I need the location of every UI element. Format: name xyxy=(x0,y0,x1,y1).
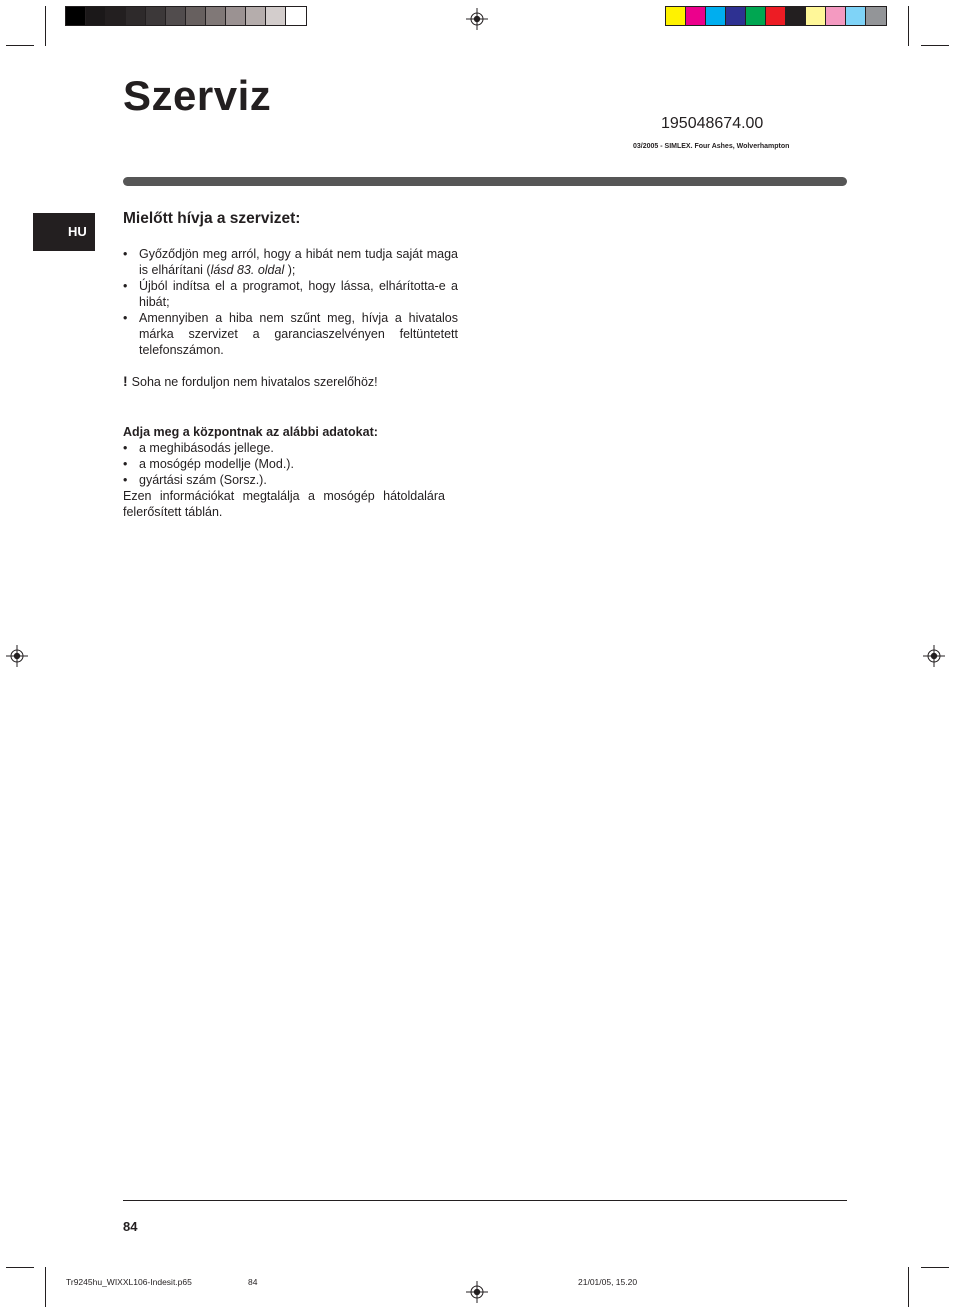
list-item: • Újból indítsa el a programot, hogy lássa, elhárította-e a hibát; xyxy=(123,278,458,310)
page-title: Szerviz xyxy=(123,72,272,119)
crop-mark-top-right-h xyxy=(921,45,949,46)
list-item: • Amennyiben a hiba nem szűnt meg, hívja a hivatalos márka szervizet a garanciaszelvényen feltüntetett telefonszámon. xyxy=(123,310,458,358)
registration-mark-icon xyxy=(466,8,488,30)
list-item: • gyártási szám (Sorsz.). xyxy=(123,472,458,488)
color-swatch xyxy=(86,7,106,25)
color-swatch xyxy=(166,7,186,25)
color-swatch xyxy=(746,7,766,25)
color-swatch xyxy=(66,7,86,25)
color-swatch xyxy=(686,7,706,25)
color-swatch xyxy=(226,7,246,25)
color-swatch xyxy=(186,7,206,25)
subsection-title: Adja meg a központnak az alábbi adatokat: xyxy=(123,425,378,439)
color-swatch xyxy=(806,7,826,25)
slug-filename: Tr9245hu_WIXXL106-Indesit.p65 xyxy=(66,1277,192,1287)
color-swatch xyxy=(766,7,786,25)
slug-timestamp: 21/01/05, 15.20 xyxy=(578,1277,638,1287)
color-bar-strip xyxy=(665,6,887,26)
crop-mark-bottom-right-h xyxy=(921,1267,949,1268)
before-calling-list xyxy=(123,246,458,358)
color-swatch xyxy=(206,7,226,25)
document-code: 195048674.00 xyxy=(661,115,764,132)
crop-mark-top-right-v xyxy=(908,6,909,46)
section-title: Mielőtt hívja a szervizet: xyxy=(123,210,301,227)
color-swatch xyxy=(106,7,126,25)
color-swatch xyxy=(246,7,266,25)
page-number: 84 xyxy=(123,1219,138,1234)
list-item: • a mosógép modellje (Mod.). xyxy=(123,456,458,472)
list-item: • Győződjön meg arról, hogy a hibát nem tudja saját maga is elhárítani (lásd 83. oldal ); xyxy=(123,246,458,278)
registration-mark-icon xyxy=(923,645,945,667)
crop-mark-top-left-v xyxy=(45,6,46,46)
language-tab xyxy=(33,213,95,251)
footer-divider xyxy=(123,1200,847,1201)
warning-icon: ! xyxy=(123,373,128,389)
color-swatch xyxy=(666,7,686,25)
slug-page: 84 xyxy=(248,1277,258,1287)
color-swatch xyxy=(846,7,866,25)
list-item: • a meghibásodás jellege. xyxy=(123,440,458,456)
required-data-list xyxy=(123,440,458,488)
color-swatch xyxy=(126,7,146,25)
crop-mark-top-left-h xyxy=(6,45,34,46)
language-label: HU xyxy=(68,224,87,239)
color-swatch xyxy=(146,7,166,25)
page-reference: lásd 83. oldal xyxy=(210,263,285,277)
gray-ramp-strip xyxy=(65,6,307,26)
color-swatch xyxy=(706,7,726,25)
registration-mark-icon xyxy=(466,1281,488,1303)
crop-mark-bottom-right-v xyxy=(908,1267,909,1307)
header-divider xyxy=(123,177,847,186)
color-swatch xyxy=(866,7,886,25)
crop-mark-bottom-left-h xyxy=(6,1267,34,1268)
registration-mark-icon xyxy=(6,645,28,667)
crop-mark-bottom-left-v xyxy=(45,1267,46,1307)
imprint-line: 03/2005 - SIMLEX. Four Ashes, Wolverhampton xyxy=(633,143,790,150)
warning-text: Soha ne forduljon nem hivatalos szerelőhöz! xyxy=(131,375,378,389)
color-swatch xyxy=(266,7,286,25)
color-swatch xyxy=(726,7,746,25)
color-swatch xyxy=(286,7,306,25)
warning-note xyxy=(123,373,463,390)
color-swatch xyxy=(826,7,846,25)
info-paragraph: Ezen információkat megtalálja a mosógép hátoldalára felerősített táblán. xyxy=(123,489,445,519)
color-swatch xyxy=(786,7,806,25)
